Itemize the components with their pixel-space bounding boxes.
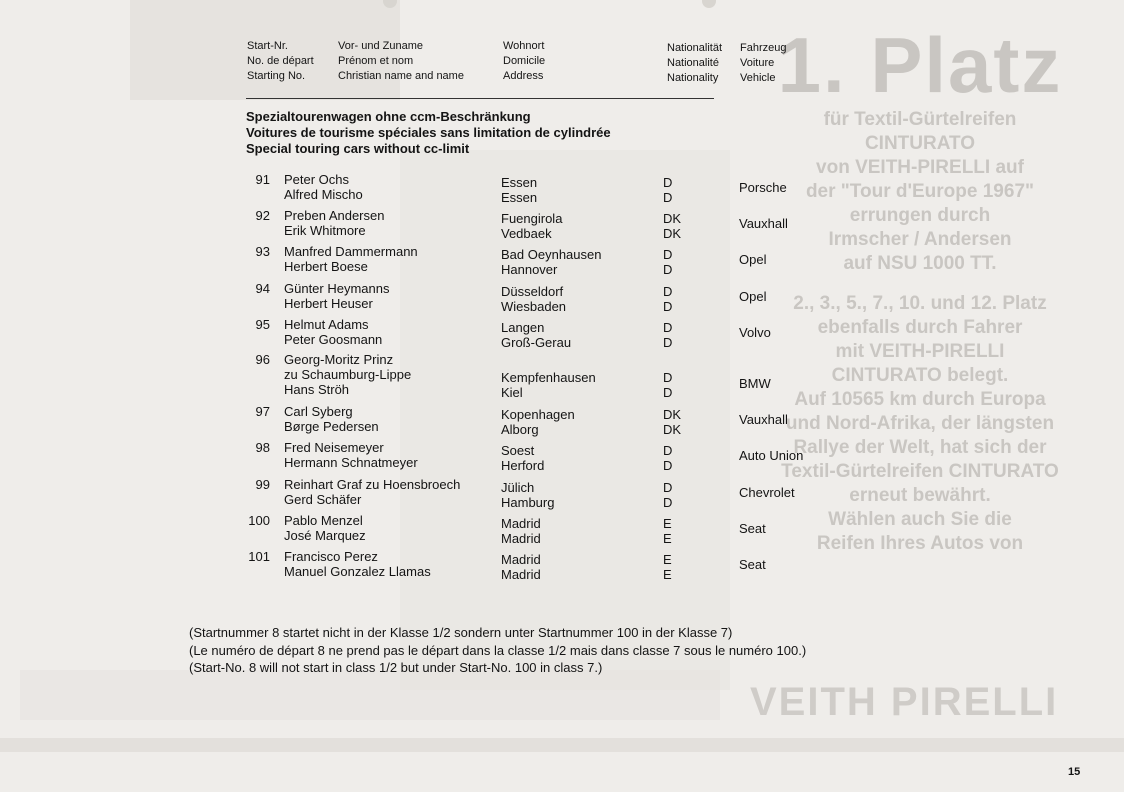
show-through-band bbox=[20, 670, 720, 720]
nationality: D bbox=[663, 495, 673, 510]
city: Wiesbaden bbox=[501, 299, 567, 314]
header-label: Nationalité bbox=[667, 57, 719, 69]
driver-cities bbox=[501, 284, 566, 314]
driver-names bbox=[284, 172, 363, 202]
driver-cities bbox=[501, 247, 601, 277]
nationality: D bbox=[663, 320, 673, 335]
driver-nationalities bbox=[663, 370, 672, 400]
show-through-line: CINTURATO belegt. bbox=[831, 365, 1009, 386]
driver-cities bbox=[501, 407, 575, 437]
city: Soest bbox=[501, 443, 535, 458]
city: Madrid bbox=[501, 567, 541, 582]
driver-nationalities bbox=[663, 284, 672, 314]
driver-nationalities bbox=[663, 211, 681, 241]
section-title bbox=[246, 109, 611, 157]
city: Hamburg bbox=[501, 495, 555, 510]
nationality: D bbox=[663, 335, 673, 350]
header-label: Vehicle bbox=[740, 72, 776, 84]
driver-names bbox=[284, 513, 366, 543]
driver-name: Carl Syberg bbox=[284, 404, 353, 419]
driver-name: Manuel Gonzalez Llamas bbox=[284, 564, 431, 579]
driver-names bbox=[284, 477, 460, 507]
city: Essen bbox=[501, 175, 538, 190]
city: Hannover bbox=[501, 262, 558, 277]
header-start-nr bbox=[247, 39, 314, 84]
show-through-line: Rallye der Welt, hat sich der bbox=[793, 437, 1047, 458]
driver-nationalities bbox=[663, 516, 672, 546]
start-number: 96 bbox=[255, 352, 270, 367]
driver-cities bbox=[501, 443, 544, 473]
driver-nationalities bbox=[663, 175, 672, 205]
nationality: D bbox=[663, 480, 673, 495]
header-label: Nationality bbox=[667, 72, 719, 84]
show-through-line: Auf 10565 km durch Europa bbox=[794, 389, 1046, 410]
driver-name: Erik Whitmore bbox=[284, 223, 366, 238]
vehicle: Opel bbox=[739, 252, 767, 267]
header-divider bbox=[246, 98, 714, 99]
header-label: Wohnort bbox=[503, 40, 545, 52]
nationality: DK bbox=[663, 407, 682, 422]
nationality: E bbox=[663, 531, 672, 546]
driver-name: Hermann Schnatmeyer bbox=[284, 455, 418, 470]
city: Fuengirola bbox=[501, 211, 563, 226]
driver-name: Manfred Dammermann bbox=[284, 244, 418, 259]
driver-cities bbox=[501, 175, 537, 205]
vehicle: Vauxhall bbox=[739, 216, 788, 231]
driver-names bbox=[284, 317, 382, 347]
show-through-line: ebenfalls durch Fahrer bbox=[817, 317, 1023, 338]
show-through-line: der "Tour d'Europe 1967" bbox=[805, 181, 1035, 202]
footnote-en: (Start-No. 8 will not start in class 1/2 but under Start-No. 100 in class 7.) bbox=[189, 660, 603, 675]
header-label: Voiture bbox=[740, 57, 775, 69]
show-through-line bbox=[730, 276, 1110, 292]
show-through-line: für Textil-Gürtelreifen bbox=[823, 109, 1017, 130]
start-number: 99 bbox=[255, 477, 270, 492]
driver-cities bbox=[501, 552, 541, 582]
start-number: 97 bbox=[255, 404, 270, 419]
driver-cities bbox=[501, 480, 554, 510]
driver-name: Gerd Schäfer bbox=[284, 492, 362, 507]
driver-name: Fred Neisemeyer bbox=[284, 440, 384, 455]
nationality: D bbox=[663, 247, 673, 262]
nationality: E bbox=[663, 516, 672, 531]
driver-cities bbox=[501, 370, 596, 400]
driver-name: Pablo Menzel bbox=[284, 513, 363, 528]
show-through-line: Reifen Ihres Autos von bbox=[816, 533, 1024, 554]
driver-name: Peter Ochs bbox=[284, 172, 350, 187]
driver-name: Peter Goosmann bbox=[284, 332, 383, 347]
show-through-line: Textil-Gürtelreifen CINTURATO bbox=[781, 461, 1059, 482]
header-label: Start-Nr. bbox=[247, 40, 288, 52]
vehicle: Porsche bbox=[739, 180, 787, 195]
header-label: No. de départ bbox=[247, 55, 314, 67]
vehicle: Volvo bbox=[739, 325, 771, 340]
nationality: D bbox=[663, 262, 673, 277]
show-through-line: auf NSU 1000 TT. bbox=[843, 253, 997, 274]
city: Vedbaek bbox=[501, 226, 552, 241]
driver-nationalities bbox=[663, 407, 681, 437]
driver-names bbox=[284, 549, 431, 579]
start-number: 98 bbox=[255, 440, 270, 455]
driver-names bbox=[284, 352, 411, 397]
nationality: D bbox=[663, 299, 673, 314]
city: Madrid bbox=[501, 531, 541, 546]
driver-name: Herbert Boese bbox=[284, 259, 368, 274]
header-label: Fahrzeug bbox=[740, 42, 787, 54]
start-number: 93 bbox=[255, 244, 270, 259]
nationality: DK bbox=[663, 211, 682, 226]
header-label: Vor- und Zuname bbox=[338, 40, 423, 52]
nationality: D bbox=[663, 370, 673, 385]
show-through-line: von VEITH-PIRELLI auf bbox=[816, 157, 1024, 178]
city: Düsseldorf bbox=[501, 284, 564, 299]
driver-name: Reinhart Graf zu Hoensbroech bbox=[284, 477, 461, 492]
driver-name: Georg-Moritz Prinz bbox=[284, 352, 394, 367]
driver-name: Helmut Adams bbox=[284, 317, 369, 332]
show-through-line: mit VEITH-PIRELLI bbox=[835, 341, 1005, 362]
header-name bbox=[338, 39, 464, 84]
driver-name: Günter Heymanns bbox=[284, 281, 390, 296]
nationality: D bbox=[663, 385, 673, 400]
nationality: D bbox=[663, 458, 673, 473]
start-number: 95 bbox=[255, 317, 270, 332]
show-through-line: Irmscher / Andersen bbox=[828, 229, 1012, 250]
header-label: Prénom et nom bbox=[338, 55, 414, 67]
show-through-ad bbox=[730, 21, 1110, 556]
header-label: Starting No. bbox=[247, 70, 306, 82]
city: Bad Oeynhausen bbox=[501, 247, 602, 262]
city: Madrid bbox=[501, 516, 541, 531]
city: Kempfenhausen bbox=[501, 370, 596, 385]
driver-cities bbox=[501, 320, 571, 350]
city: Kopenhagen bbox=[501, 407, 575, 422]
driver-nationalities bbox=[663, 443, 672, 473]
nationality: E bbox=[663, 552, 672, 567]
section-title-fr: Voitures de tourisme spéciales sans limitation de cylindrée bbox=[246, 125, 611, 140]
show-through-line: CINTURATO bbox=[864, 133, 976, 154]
show-through-line: erneut bewährt. bbox=[849, 485, 991, 506]
start-number: 100 bbox=[248, 513, 270, 528]
start-number: 94 bbox=[255, 281, 270, 296]
header-label: Domicile bbox=[503, 55, 546, 67]
vehicle: Opel bbox=[739, 289, 767, 304]
header-nationality bbox=[667, 41, 722, 86]
show-through-title: 1. Platz bbox=[777, 21, 1063, 109]
city: Kiel bbox=[501, 385, 523, 400]
city: Jülich bbox=[501, 480, 535, 495]
section-title-de: Spezialtourenwagen ohne ccm-Beschränkung bbox=[246, 109, 531, 124]
driver-name: zu Schaumburg-Lippe bbox=[284, 367, 412, 382]
show-through-strip bbox=[0, 738, 1124, 752]
driver-name: Hans Ströh bbox=[284, 382, 350, 397]
start-number: 101 bbox=[248, 549, 270, 564]
city: Herford bbox=[501, 458, 545, 473]
nationality: D bbox=[663, 284, 673, 299]
header-label: Christian name and name bbox=[338, 70, 464, 82]
show-through-line: Wählen auch Sie die bbox=[828, 509, 1012, 530]
driver-cities bbox=[501, 211, 562, 241]
vehicle: BMW bbox=[739, 376, 771, 391]
driver-names bbox=[284, 281, 390, 311]
header-label: Address bbox=[503, 70, 544, 82]
show-through-line: und Nord-Afrika, der längsten bbox=[785, 413, 1055, 434]
driver-names bbox=[284, 404, 379, 434]
nationality: D bbox=[663, 190, 673, 205]
driver-name: Preben Andersen bbox=[284, 208, 385, 223]
driver-nationalities bbox=[663, 247, 672, 277]
driver-nationalities bbox=[663, 552, 672, 582]
driver-name: Alfred Mischo bbox=[284, 187, 363, 202]
footnote-de: (Startnummer 8 startet nicht in der Klasse 1/2 sondern unter Startnummer 100 in der Klasse 7) bbox=[189, 625, 733, 640]
nationality: D bbox=[663, 443, 673, 458]
driver-name: Herbert Heuser bbox=[284, 296, 373, 311]
nationality: E bbox=[663, 567, 672, 582]
footnote bbox=[189, 624, 806, 677]
city: Groß-Gerau bbox=[501, 335, 572, 350]
driver-name: José Marquez bbox=[284, 528, 366, 543]
city: Madrid bbox=[501, 552, 541, 567]
page-number: 15 bbox=[1068, 766, 1081, 778]
driver-nationalities bbox=[663, 480, 672, 510]
start-number: 91 bbox=[255, 172, 270, 187]
header-address bbox=[503, 39, 545, 84]
driver-name: Francisco Perez bbox=[284, 549, 378, 564]
header-label: Nationalität bbox=[667, 42, 723, 54]
driver-names bbox=[284, 440, 418, 470]
driver-names bbox=[284, 208, 384, 238]
vehicle: Auto Union bbox=[739, 448, 804, 463]
nationality: DK bbox=[663, 226, 682, 241]
binding-hole-right bbox=[702, 0, 716, 8]
show-through-line: errungen durch bbox=[849, 205, 991, 226]
vehicle: Chevrolet bbox=[739, 485, 795, 500]
show-through-line: 2., 3., 5., 7., 10. und 12. Platz bbox=[793, 293, 1047, 314]
start-number: 92 bbox=[255, 208, 270, 223]
city: Langen bbox=[501, 320, 545, 335]
footnote-fr: (Le numéro de départ 8 ne prend pas le départ dans la classe 1/2 mais dans classe 7 sous le numéro 100.) bbox=[189, 642, 807, 658]
vehicle: Vauxhall bbox=[739, 412, 788, 427]
vehicle: Seat bbox=[739, 521, 766, 536]
nationality: D bbox=[663, 175, 673, 190]
driver-cities bbox=[501, 516, 541, 546]
nationality: DK bbox=[663, 422, 682, 437]
driver-names bbox=[284, 244, 418, 274]
driver-name: Børge Pedersen bbox=[284, 419, 379, 434]
city: Alborg bbox=[501, 422, 539, 437]
vehicle: Seat bbox=[739, 557, 766, 572]
header-vehicle bbox=[740, 41, 786, 86]
section-title-en: Special touring cars without cc-limit bbox=[246, 141, 470, 156]
driver-nationalities bbox=[663, 320, 672, 350]
city: Essen bbox=[501, 190, 538, 205]
show-through-logo: VEITH PIRELLI bbox=[750, 680, 1059, 724]
